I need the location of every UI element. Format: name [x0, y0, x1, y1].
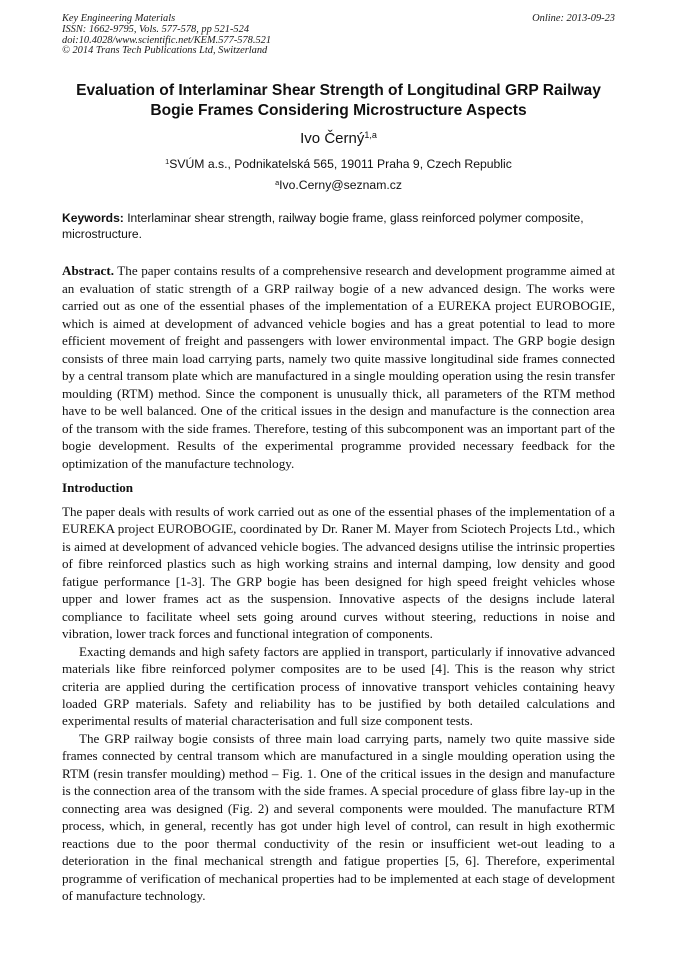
- author-superscript: 1,a: [364, 130, 377, 141]
- paragraph: The GRP railway bogie consists of three main load carrying parts, namely two quite massive side frames connected by central transom which are manufactured in a single moulding operation using the RTM (resin transfer moulding) method – Fig. 1. One of the critical issues in the design and manufacture is the connection area of the transom with the side frames. A special procedure of glass fibre lay-up in the connecting area was designed (Fig. 2) and several components were moulded. The manufacture RTM process, which, in general, recently has got under high level of control, can result in high exothermic reactions due to the poor thermal conductivity of the resin or insufficient wet-out leading to a deterioration in the final mechanical strength and fatigue properties [5, 6]. Therefore, experimental programme of verification of mechanical properties had to be implemented at each stage of development of manufacture technology.: [62, 730, 615, 903]
- email-superscript: a: [275, 177, 280, 187]
- journal-name: Key Engineering Materials: [62, 13, 176, 24]
- email-link[interactable]: Ivo.Cerny@seznam.cz: [279, 178, 402, 192]
- abstract-label: Abstract.: [62, 263, 114, 278]
- title-line-1: Evaluation of Interlaminar Shear Strength of Longitudinal GRP Railway: [76, 82, 601, 99]
- section-heading-introduction: Introduction: [62, 480, 134, 495]
- author-name: Ivo Černý: [300, 130, 365, 147]
- affiliation-text: SVÚM a.s., Podnikatelská 565, 19011 Praha 9, Czech Republic: [169, 157, 512, 171]
- paragraph: The paper deals with results of work carried out as one of the essential phases of the implementation of a EUREKA project EUROBOGIE, coordinated by Dr. Raner M. Mayer from Sciotech Projects Ltd., which is aimed at development of advanced vehicle bogies. The advanced designs utilise the intrinsic properties of fibre reinforced plastics such as high working strains and internal damping, low density and good fatigue performance [1-3]. The GRP bogie has been designed for high speed freight vehicles whose upper and lower frames act as the suspension. Innovative aspects of the designs include lateral compliance to facilitate wheel sets going around curves without steering, reductions in noise and vibration, lower track forces and functional integration of components.: [62, 504, 615, 642]
- title-line-2: Bogie Frames Considering Microstructure Aspects: [150, 102, 527, 119]
- author: [62, 130, 615, 148]
- abstract-text: The paper contains results of a comprehensive research and development programme aimed at an evaluation of static strength of a GRP railway bogie of a new advanced design. The works were carried out as one of the essential phases of the implementation of a EUREKA project EUROBOGIE, which is aimed at development of advanced vehicle bogies and has a great potential to lead to more efficient movement of freight and passengers with lower environmental impact. The GRP bogie design consists of three main load carrying parts, namely two quite massive longitudinal side frames connected by a central transom plate which are manufactured in a single moulding operation using the resin transfer moulding (RTM) method. Since the component is unusually thick, all parameters of the RTM method have to be well balanced. One of the critical issues in the design and manufacture is the connection area of the transom with the side frames. Therefore, testing of this subcomponent was an important part of the bogie development. Results of the experimental programme provided necessary feedback for the optimization of the manufacture technology.: [62, 263, 615, 471]
- affiliation: [62, 156, 615, 172]
- keywords-text: Interlaminar shear strength, railway bogie frame, glass reinforced polymer composite, microstructure.: [62, 211, 584, 241]
- keywords-label: Keywords:: [62, 211, 124, 225]
- copyright: © 2014 Trans Tech Publications Ltd, Switzerland: [62, 45, 268, 57]
- keywords: [62, 211, 615, 242]
- issn-volume-pages: ISSN: 1662-9795, Vols. 577-578, pp 521-524: [62, 23, 250, 35]
- online-date: Online: 2013-09-23: [532, 13, 615, 24]
- introduction-body: [62, 503, 615, 904]
- abstract: [62, 262, 615, 472]
- author-email: [62, 177, 615, 193]
- running-head: [62, 14, 615, 57]
- doi: doi:10.4028/www.scientific.net/KEM.577-578.521: [62, 34, 272, 46]
- paper-title: [62, 81, 615, 121]
- affiliation-superscript: 1: [165, 156, 170, 166]
- paragraph: Exacting demands and high safety factors are applied in transport, particularly if innovative advanced materials like fibre reinforced polymer composites are to be used [4]. This is the reason why strict criteria are applied during the certification process of innovative transport vehicles containing heavy loaded GRP materials. Safety and reliability has to be justified by both detailed calculations and experimental results of material characterisation and full size component tests.: [62, 643, 615, 729]
